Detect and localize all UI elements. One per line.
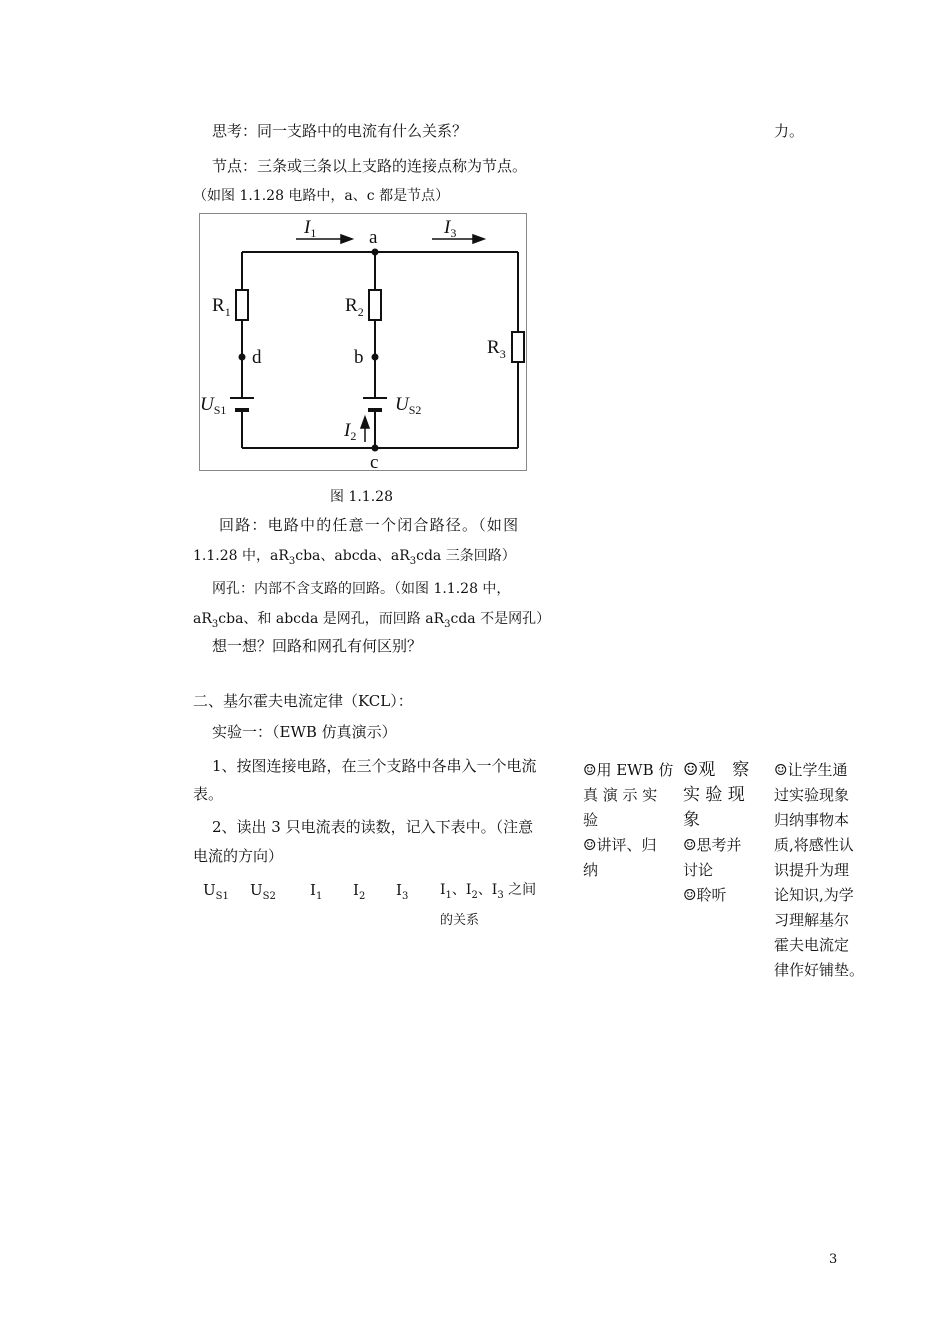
step-two-line2: 电流的方向）	[193, 847, 284, 865]
label-node-d: d	[252, 347, 262, 368]
label-r3: $R_3$	[487, 337, 506, 361]
ponder-question: 想一想？回路和网孔有何区别？	[212, 637, 423, 655]
resistor-r1	[236, 290, 248, 320]
step-one-line2: 表。	[193, 785, 224, 803]
label-i1: $I_1$	[304, 217, 317, 240]
header-us1: $U_{S1}$	[203, 881, 229, 902]
intent-line: 归纳事物本	[774, 811, 850, 829]
label-r1: $R_1$	[212, 295, 231, 319]
label-i3: $I_3$	[444, 217, 457, 240]
node-b-dot	[372, 354, 379, 361]
header-i2: $I_2$	[353, 881, 366, 902]
source-us2	[363, 398, 387, 410]
page-number: 3	[829, 1252, 838, 1267]
section-heading-kcl: 二、基尔霍夫电流定律（KCL）：	[193, 692, 413, 710]
teacher-line: ☺用 EWB 仿	[583, 761, 674, 779]
node-d-dot	[239, 354, 246, 361]
header-us2: $U_{S2}$	[250, 881, 276, 902]
node-c-dot	[372, 445, 379, 452]
student-line: ☺思考并	[683, 836, 742, 854]
design-intent-column	[774, 758, 864, 983]
student-line: 讨论	[683, 861, 714, 879]
header-i3: $I_3$	[396, 881, 409, 902]
loop-definition: 回路：电路中的任意一个闭合路径。（如图	[219, 516, 520, 534]
think-question: 思考：同一支路中的电流有什么关系？	[212, 122, 468, 140]
intent-line: 质,将感性认	[774, 836, 854, 854]
teacher-line: ☺讲评、归	[583, 836, 657, 854]
intent-line: 律作好铺垫。	[774, 961, 865, 979]
teacher-line: 纳	[583, 861, 599, 879]
circuit-figure	[199, 213, 527, 471]
mesh-definition: 网孔：内部不含支路的回路。（如图 1.1.28 中，	[212, 581, 511, 597]
intent-line: 识提升为理	[774, 861, 850, 879]
node-example: （如图 1.1.28 电路中，a、c 都是节点）	[193, 188, 450, 204]
resistor-r2	[369, 290, 381, 320]
carryover-text: 力。	[774, 122, 805, 140]
label-us1: $U_{S1}$	[200, 394, 227, 417]
student-line: 实 验 现	[683, 785, 745, 805]
teacher-line: 真 演 示 实	[583, 786, 658, 804]
label-i2: $I_2$	[344, 420, 357, 443]
label-us2: $U_{S2}$	[395, 394, 422, 417]
node-a-dot	[372, 249, 379, 256]
label-node-a: a	[369, 227, 378, 248]
node-definition: 节点：三条或三条以上支路的连接点称为节点。	[212, 157, 528, 175]
mesh-example: $aR_3cba$、和 abcda 是网孔，而回路 $aR_3cda$ 不是网孔）	[193, 611, 551, 630]
resistor-r3	[512, 332, 524, 362]
student-line: ☺聆听	[683, 886, 727, 904]
header-relation-line2: 的关系	[440, 913, 480, 928]
intent-line: 习理解基尔	[774, 911, 850, 929]
student-activity-column	[683, 758, 749, 908]
teacher-activity-column	[583, 758, 673, 883]
intent-line: 霍夫电流定	[774, 936, 850, 954]
step-two-line1: 2、读出 3 只电流表的读数，记入下表中。（注意	[212, 818, 534, 836]
figure-caption: 图 1.1.28	[330, 489, 393, 505]
step-one-line1: 1、按图连接电路，在三个支路中各串入一个电流	[212, 757, 537, 775]
intent-line: 论知识,为学	[774, 886, 854, 904]
label-node-c: c	[370, 452, 379, 470]
loop-example: 1.1.28 中，$aR_3cba$、abcda、$aR_3cda$ 三条回路）	[193, 548, 516, 567]
header-relation: $I_1$、$I_2$、$I_3$ 之间	[440, 882, 537, 901]
label-r2: $R_2$	[345, 295, 364, 319]
student-line: ☺观 察	[683, 760, 750, 780]
experiment-one: 实验一：（EWB 仿真演示）	[212, 723, 397, 741]
header-i1: $I_1$	[310, 881, 323, 902]
intent-line: 过实验现象	[774, 786, 850, 804]
intent-line: ☺让学生通	[774, 761, 848, 779]
student-line: 象	[683, 810, 700, 830]
label-node-b: b	[354, 347, 364, 368]
teacher-line: 验	[583, 811, 599, 829]
source-us1	[230, 398, 254, 410]
